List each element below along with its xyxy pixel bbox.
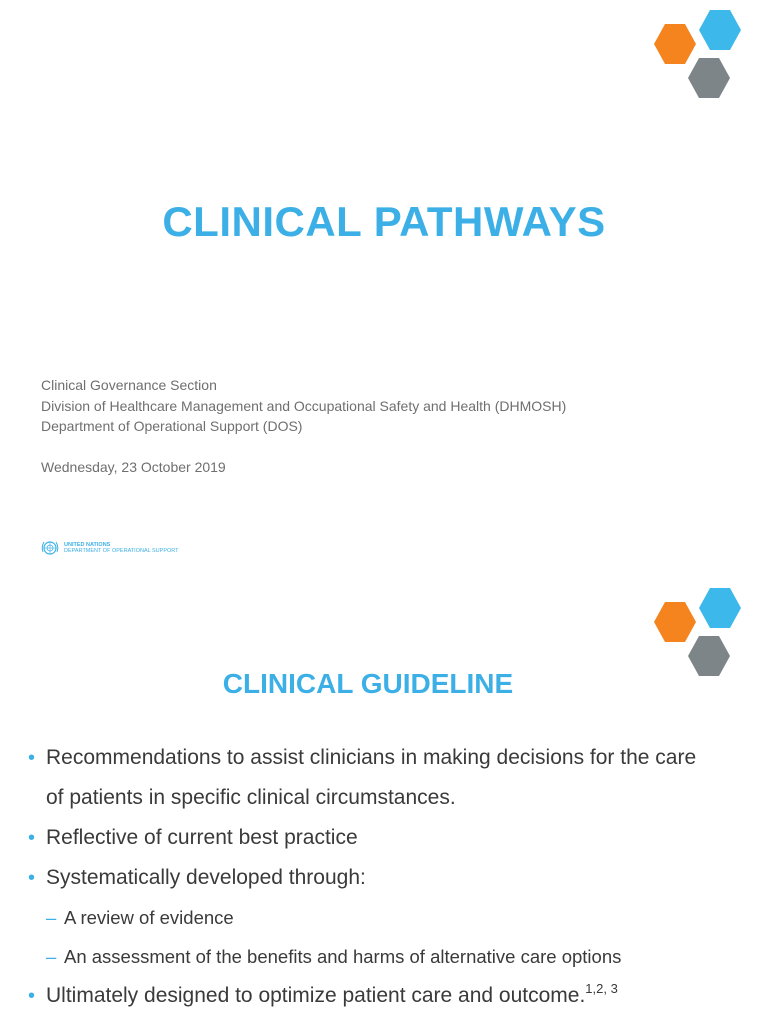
- bullet-dot: •: [28, 827, 36, 849]
- org-line-department: Department of Operational Support (DOS): [41, 418, 303, 434]
- bullet-list: [28, 738, 748, 1016]
- bullet-text: Recommendations to assist clinicians in making decisions for the care: [46, 746, 697, 769]
- un-logo: [40, 538, 179, 558]
- bullet-dot: •: [28, 985, 36, 1007]
- sub-bullet-item: [28, 937, 748, 976]
- org-line-division: Division of Healthcare Management and Occupational Safety and Health (DHMOSH): [41, 397, 567, 414]
- sub-bullet-text: An assessment of the benefits and harms of alternative care options: [64, 946, 622, 967]
- sub-bullet-dash: –: [46, 907, 57, 928]
- bullet-text: Reflective of current best practice: [46, 826, 358, 849]
- bullet-item: [28, 818, 748, 858]
- reference-superscript: 1,2, 3: [585, 981, 618, 996]
- un-logo-line2: DEPARTMENT OF OPERATIONAL SUPPORT: [64, 548, 179, 554]
- bullet-item: [28, 858, 748, 898]
- sub-bullet-dash: –: [46, 946, 57, 967]
- bullet-dot: •: [28, 867, 36, 889]
- organization-info: [41, 375, 566, 477]
- presentation-date: Wednesday, 23 October 2019: [41, 458, 226, 475]
- org-line-section: Clinical Governance Section: [41, 377, 217, 393]
- bullet-text: Systematically developed through:: [46, 866, 366, 889]
- sub-bullet-text: A review of evidence: [64, 907, 234, 928]
- bullet-item: [28, 738, 748, 818]
- content-slide: [0, 578, 768, 1024]
- un-emblem-icon: [40, 538, 60, 558]
- un-logo-line1: UNITED NATIONS: [64, 541, 111, 548]
- hexagon-logo-icon: [648, 6, 758, 112]
- slide-title: CLINICAL GUIDELINE: [222, 668, 514, 699]
- bullet-text-continued: of patients in specific clinical circumstances.: [46, 786, 456, 809]
- slide-title: CLINICAL PATHWAYS: [162, 198, 606, 245]
- bullet-dot: •: [28, 747, 36, 769]
- bullet-text: Ultimately designed to optimize patient care and outcome.: [46, 984, 586, 1007]
- bullet-item: [28, 976, 748, 1016]
- sub-bullet-item: [28, 898, 748, 937]
